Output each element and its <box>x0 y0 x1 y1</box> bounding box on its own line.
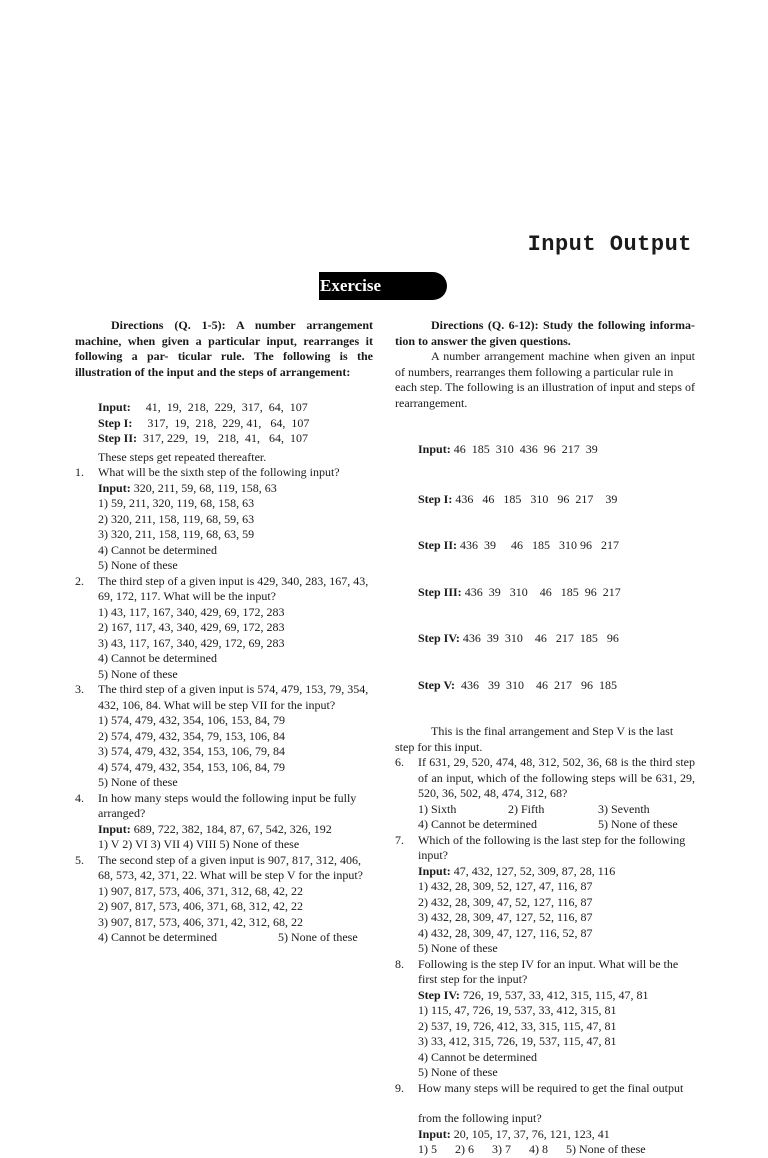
question-3: 3. The third step of a given input is 574, 479, 153, 79, 354, 432, 106, 84. What will be step VII for the input? 1) 574, 479, 432, 354, 106, 153, 84, 79 2) 574, 479, 432, 354, 79, 153, 106, 84 3) 574, 479, 432, 354, 153, 106, 79, 84 4) 574, 479, 432, 354, 153, 106, 84, 79 5) None of these <box>75 682 373 791</box>
option[interactable]: 4) Cannot be determined <box>98 542 217 557</box>
option[interactable]: 1) V 2) VI 3) VII 4) VIII 5) None of these <box>98 837 300 851</box>
option[interactable]: 5) None of these <box>418 1065 498 1079</box>
question-2: 2. The third step of a given input is 429, 340, 283, 167, 43, 69, 172, 117. What will be the input? 1) 43, 117, 167, 340, 429, 69, 172, 283 2) 167, 117, 43, 340, 429, 69, 172, 283 3) 43, 117, 167, 340, 429, 172, 69, 283 4) Cannot be determined 5) None of these <box>75 574 373 683</box>
option[interactable]: 3) 33, 412, 315, 726, 19, 537, 115, 47, 81 <box>418 1034 617 1048</box>
directions-q1-5: Directions (Q. 1-5): A number arrangement machine, when given a particular input, rearranges it following a par- ticular rule. The following is the illustration of the input and the steps of arrangement: <box>75 318 373 379</box>
option[interactable]: 5) None of these <box>598 817 678 831</box>
option[interactable]: 5) None of these <box>98 666 178 681</box>
chapter-title: Input Output <box>527 232 692 257</box>
option[interactable]: 3) 907, 817, 573, 406, 371, 42, 312, 68, 22 <box>98 914 303 929</box>
option[interactable]: 5) None of these <box>278 930 358 944</box>
option[interactable]: 3) Seventh <box>598 801 650 816</box>
left-column <box>75 318 373 946</box>
description-paragraph: A number arrangement machine when given an input of numbers, rearranges them following a particular rule in <box>395 349 695 379</box>
option[interactable]: 3) 574, 479, 432, 354, 153, 106, 79, 84 <box>98 744 285 758</box>
option[interactable]: 1) 574, 479, 432, 354, 106, 153, 84, 79 <box>98 713 285 727</box>
description-paragraph: each step. The following is an illustration of input and steps of rearrangement. <box>395 380 695 410</box>
question-8: 8. Following is the step IV for an input. What will be the first step for the input? Step IV: 726, 19, 537, 33, 412, 315, 115, 47, 81 1) 115, 47, 726, 19, 537, 33, 412, 315, 81 2) 537, 19, 726, 412, 33, 315, 115, 47, 81 3) 33, 412, 315, 726, 19, 537, 115, 47, 81 4) Cannot be determined 5) None of these <box>395 957 695 1081</box>
option-row <box>418 817 695 833</box>
exercise-banner: Exercise <box>319 272 447 300</box>
step-row: Step III: 436 39 310 46 185 96 217 <box>418 584 621 599</box>
step-row: Input: 46 185 310 436 96 217 39 <box>418 442 598 456</box>
option[interactable]: 2) 907, 817, 573, 406, 371, 68, 312, 42, 22 <box>98 899 303 913</box>
illustration-table <box>75 400 373 447</box>
option[interactable]: 4) Cannot be determined <box>418 817 537 831</box>
option[interactable]: 4) 574, 479, 432, 354, 153, 106, 84, 79 <box>98 759 285 774</box>
option[interactable]: 3) 43, 117, 167, 340, 429, 172, 69, 283 <box>98 635 285 650</box>
option-row <box>418 802 695 818</box>
option[interactable]: 2) 537, 19, 726, 412, 33, 315, 115, 47, 81 <box>418 1018 617 1033</box>
option[interactable]: 4) 432, 28, 309, 47, 127, 116, 52, 87 <box>418 925 593 940</box>
option[interactable]: 4) Cannot be determined <box>98 930 217 944</box>
step-row: Step II: 436 39 46 185 310 96 217 <box>418 538 620 552</box>
option[interactable]: 2) 167, 117, 43, 340, 429, 69, 172, 283 <box>98 620 285 634</box>
option[interactable]: 1) 907, 817, 573, 406, 371, 312, 68, 42, 22 <box>98 883 303 898</box>
step-row: Step V: 436 39 310 46 217 96 185 <box>418 677 618 692</box>
option[interactable]: 3) 432, 28, 309, 47, 127, 52, 116, 87 <box>418 910 593 924</box>
final-note: This is the final arrangement and Step V is the last step for this input. <box>395 724 674 754</box>
steps-illustration <box>395 411 695 724</box>
question-4: 4. In how many steps would the following input be fully arranged? Input: 689, 722, 382, 184, 87, 67, 542, 326, 192 1) V 2) VI 3) VII 4) VIII 5) None of these <box>75 791 373 853</box>
option[interactable]: 1) 115, 47, 726, 19, 537, 33, 412, 315, 81 <box>418 1003 617 1017</box>
option[interactable]: 4) Cannot be determined <box>98 651 217 665</box>
option[interactable]: 2) 320, 211, 158, 119, 68, 59, 63 <box>98 511 255 526</box>
question-7: 7. Which of the following is the last step for the following input? Input: 47, 432, 127, 52, 309, 87, 28, 116 1) 432, 28, 309, 52, 127, 47, 116, 87 2) 432, 28, 309, 47, 52, 127, 116, 87 3) 432, 28, 309, 47, 127, 52, 116, 87 4) 432, 28, 309, 47, 127, 116, 52, 87 5) None of these <box>395 833 695 957</box>
option[interactable]: 5) None of these <box>98 558 178 572</box>
directions-q6-12: Directions (Q. 6-12): Study the following informa- tion to answer the given questions. <box>395 318 695 348</box>
option[interactable]: 1) 432, 28, 309, 52, 127, 47, 116, 87 <box>418 879 593 893</box>
table-row: Input: 41, 19, 218, 229, 317, 64, 107 <box>98 400 308 414</box>
option[interactable]: 4) Cannot be determined <box>418 1049 537 1064</box>
option[interactable]: 2) Fifth <box>508 801 545 816</box>
right-column <box>395 318 695 1158</box>
option-row <box>98 930 373 946</box>
question-6: 6. If 631, 29, 520, 474, 48, 312, 502, 36, 68 is the third step of an input, which of the following steps will be 631, 29, 520, 36, 502, 48, 474, 312, 68? 1) Sixth 2) Fifth 3) Seventh 4) Cannot be determined 5) None of these <box>395 755 695 831</box>
option[interactable]: 3) 320, 211, 158, 119, 68, 63, 59 <box>98 527 255 541</box>
question-1: 1. What will be the sixth step of the following input? Input: 320, 211, 59, 68, 119, 158, 63 1) 59, 211, 320, 119, 68, 158, 63 2) 320, 211, 158, 119, 68, 59, 63 3) 320, 211, 158, 119, 68, 63, 59 4) Cannot be determined 5) None of these <box>75 465 373 574</box>
step-row: Step IV: 436 39 310 46 217 185 96 <box>418 631 619 645</box>
option[interactable]: 1) 59, 211, 320, 119, 68, 158, 63 <box>98 496 255 510</box>
option[interactable]: 2) 574, 479, 432, 354, 79, 153, 106, 84 <box>98 728 285 743</box>
repeat-note: These steps get repeated thereafter. <box>98 449 267 464</box>
table-row: Step I: 317, 19, 218, 229, 41, 64, 107 <box>98 415 310 430</box>
option[interactable]: 5) None of these <box>98 775 178 789</box>
option[interactable]: 5) None of these <box>418 941 498 955</box>
option[interactable]: 2) 432, 28, 309, 47, 52, 127, 116, 87 <box>418 894 593 909</box>
table-row: Step II: 317, 229, 19, 218, 41, 64, 107 <box>98 431 309 445</box>
option[interactable]: 1) 5 2) 6 3) 7 4) 8 5) None of these <box>418 1142 646 1156</box>
step-row: Step I: 436 46 185 310 96 217 39 <box>418 491 618 506</box>
option[interactable]: 1) Sixth <box>418 801 457 816</box>
question-5: 5. The second step of a given input is 907, 817, 312, 406, 68, 573, 42, 371, 22. What will be step V for the input? 1) 907, 817, 573, 406, 371, 312, 68, 42, 22 2) 907, 817, 573, 406, 371, 68, 312, 42, 22 3) 907, 817, 573, 406, 371, 42, 312, 68, 22 4) Cannot be determined 5) None of these <box>75 853 373 946</box>
question-9: 9. How many steps will be required to get the final output from the following input? Input: 20, 105, 17, 37, 76, 121, 123, 41 1) 5 2) 6 3) 7 4) 8 5) None of these <box>395 1081 695 1158</box>
option[interactable]: 1) 43, 117, 167, 340, 429, 69, 172, 283 <box>98 604 285 619</box>
